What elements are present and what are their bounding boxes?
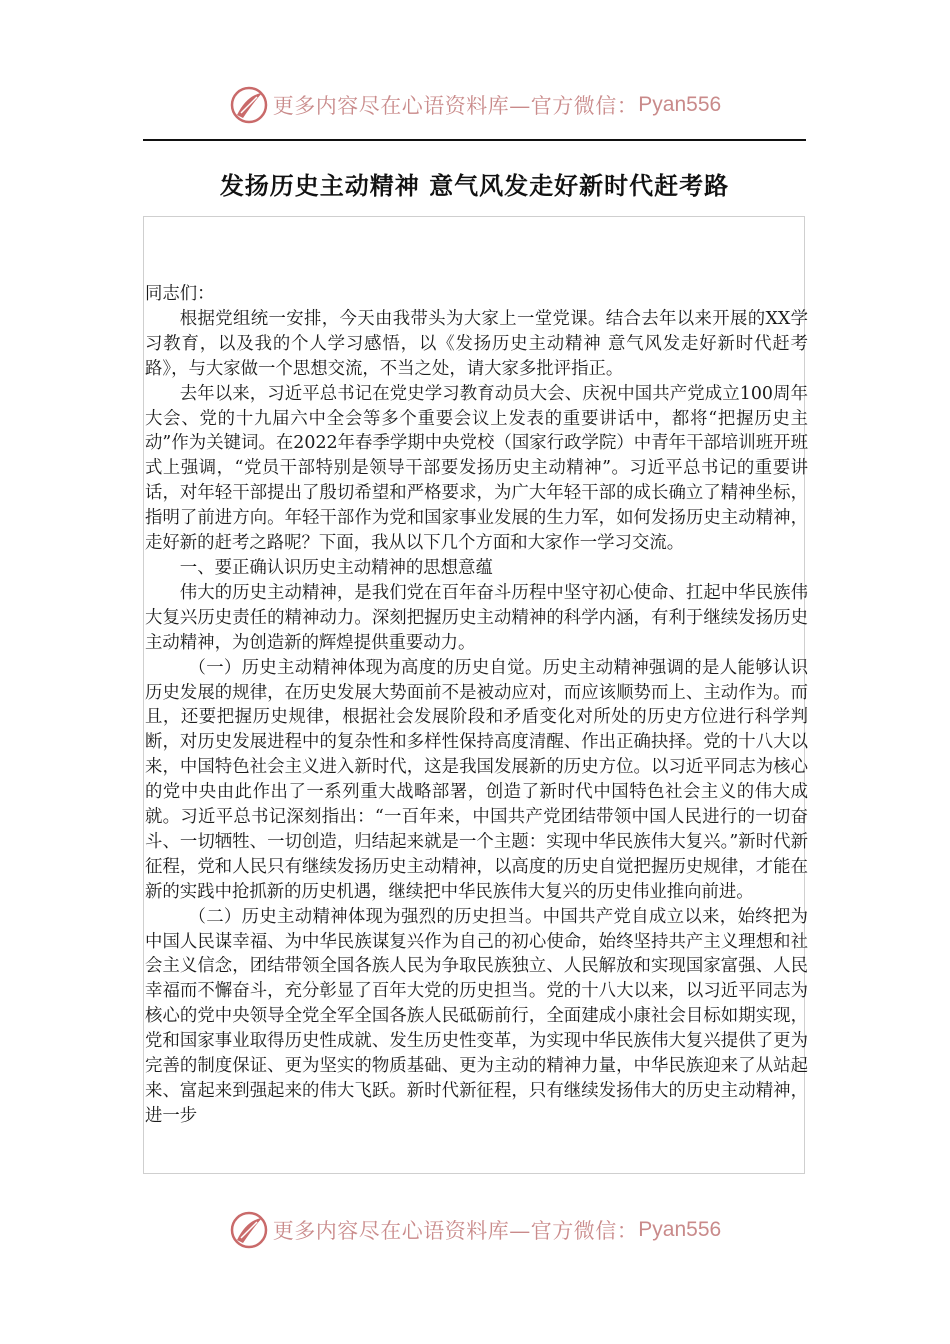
header-banner (0, 80, 950, 130)
document-body (145, 282, 808, 1129)
paragraph: 伟大的历史主动精神，是我们党在百年奋斗历程中坚守初心使命、扛起中华民族伟大复兴历史责任的精神动力。深刻把握历史主动精神的科学内涵，有利于继续发扬历史主动精神，为创造新的辉煌提供重要动力。 (145, 582, 808, 653)
section-heading: 一、要正确认识历史主动精神的思想意蕴 (179, 557, 493, 578)
brand-logo-icon (229, 85, 269, 125)
banner-wechat-id: Pyan556 (638, 93, 722, 116)
banner-wechat-id: Pyan556 (638, 1218, 722, 1241)
footer-banner (0, 1205, 950, 1255)
header-rule (143, 139, 806, 141)
banner-text: 更多内容尽在心语资料库—官方微信： (272, 94, 639, 118)
paragraph: 去年以来，习近平总书记在党史学习教育动员大会、庆祝中国共产党成立100周年大会、党的十九届六中全会等多个重要会议上发表的重要讲话中，都将“把握历史主动”作为关键词。在2022年春季学期中央党校（国家行政学院）中青年干部培训班开班式上强调，“党员干部特别是领导干部要发扬历史主动精神”。习近平总书记的重要讲话，对年轻干部提出了殷切希望和严格要求，为广大年轻干部的成长确立了精神坐标，指明了前进方向。年轻干部作为党和国家事业发展的生力军，如何发扬历史主动精神，走好新的赶考之路呢？下面，我从以下几个方面和大家作一学习交流。 (145, 383, 808, 554)
salutation: 同志们： (145, 284, 215, 304)
paragraph: （二）历史主动精神体现为强烈的历史担当。中国共产党自成立以来，始终把为中国人民谋幸福、为中华民族谋复兴作为自己的初心使命，始终坚持共产主义理想和社会主义信念，团结带领全国各族人民为争取民族独立、人民解放和实现国家富强、人民幸福而不懈奋斗，充分彰显了百年大党的历史担当。党的十八大以来，以习近平同志为核心的党中央领导全党全军全国各族人民砥砺前行，全面建成小康社会目标如期实现，党和国家事业取得历史性成就、发生历史性变革，为实现中华民族伟大复兴提供了更为完善的制度保证、更为坚实的物质基础、更为主动的精神力量，中华民族迎来了从站起来、富起来到强起来的伟大飞跃。新时代新征程，只有继续发扬伟大的历史主动精神，进一步 (145, 906, 808, 1126)
banner-text: 更多内容尽在心语资料库—官方微信： (272, 1219, 639, 1243)
brand-logo-icon (229, 1210, 269, 1250)
paragraph: 根据党组统一安排，今天由我带头为大家上一堂党课。结合去年以来开展的XX学习教育，以及我的个人学习感悟，以《发扬历史主动精神 意气风发走好新时代赶考路》，与大家做一个思想交流，不当之处，请大家多批评指正。 (145, 308, 808, 379)
document-title: 发扬历史主动精神 意气风发走好新时代赶考路 (219, 171, 730, 200)
paragraph: （一）历史主动精神体现为高度的历史自觉。历史主动精神强调的是人能够认识历史发展的规律，在历史发展大势面前不是被动应对，而应该顺势而上、主动作为。而且，还要把握历史规律，根据社会发展阶段和矛盾变化对所处的历史方位进行科学判断，对历史发展进程中的复杂性和多样性保持高度清醒、作出正确抉择。党的十八大以来，中国特色社会主义进入新时代，这是我国发展新的历史方位。以习近平同志为核心的党中央由此作出了一系列重大战略部署，创造了新时代中国特色社会主义的伟大成就。习近平总书记深刻指出：“一百年来，中国共产党团结带领中国人民进行的一切奋斗、一切牺牲、一切创造，归结起来就是一个主题：实现中华民族伟大复兴。”新时代新征程，党和人民只有继续发扬历史主动精神，以高度的历史自觉把握历史规律，才能在新的实践中抢抓新的历史机遇，继续把中华民族伟大复兴的历史伟业推向前进。 (145, 657, 808, 902)
